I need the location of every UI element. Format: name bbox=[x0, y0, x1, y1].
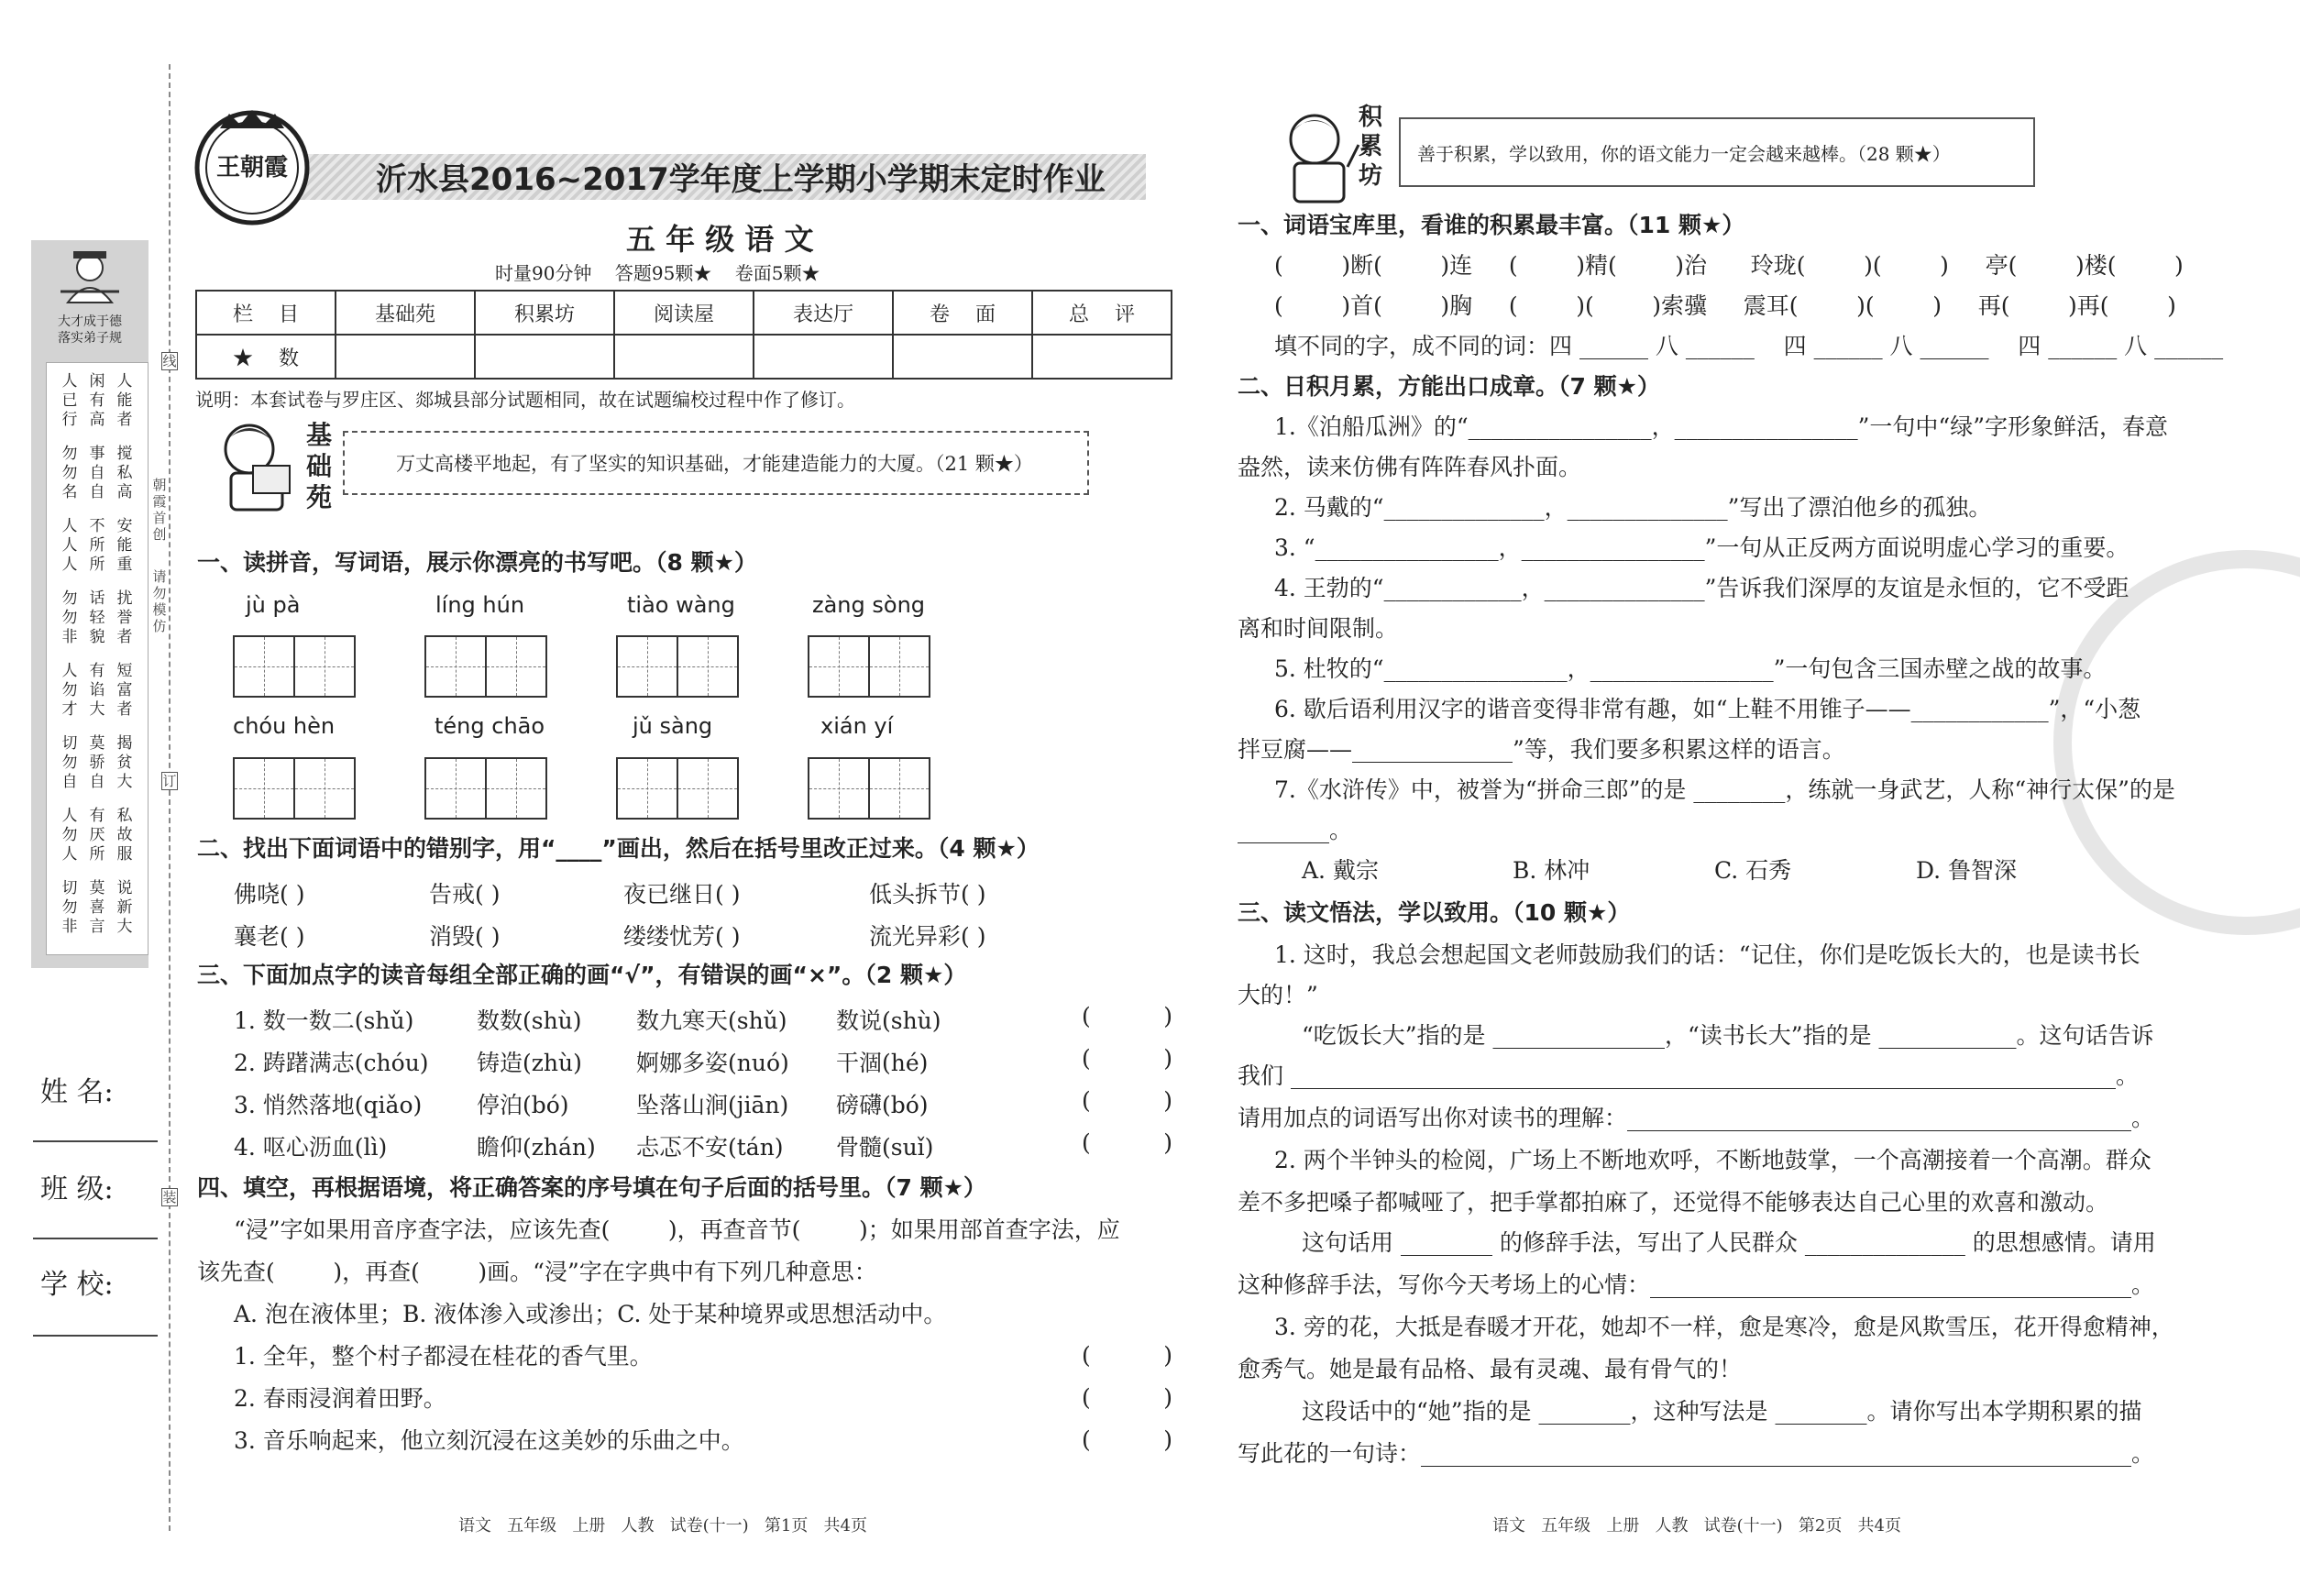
motto-column: 安能重 bbox=[116, 517, 133, 574]
q2-item: 消毁( ) bbox=[429, 923, 501, 950]
q3-item: 铸造(zhù) bbox=[477, 1050, 582, 1076]
q3-item: 瞻仰(zhán) bbox=[477, 1134, 596, 1161]
r2-line: 1.《泊船瓜洲》的“________________，________________”一句中“绿”字形象鲜活，春意 bbox=[1274, 413, 2168, 440]
score-header: 卷 面 bbox=[893, 291, 1032, 335]
pinyin: chóu hèn bbox=[233, 713, 336, 739]
name-label: 姓 名: bbox=[40, 1076, 114, 1108]
banner-text: 善于积累，学以致用，你的语文能力一定会越来越棒。（28 颗★） bbox=[1417, 143, 1951, 165]
q4-item: 1. 全年，整个村子都浸在桂花的香气里。 bbox=[234, 1343, 653, 1370]
r3-line: 1. 这时，我总会想起国文老师鼓励我们的话：“记住，你们是吃饭长大的，也是读书长 bbox=[1274, 941, 2140, 968]
answer-blank[interactable]: ( ) bbox=[1082, 1003, 1172, 1029]
answer-blank[interactable]: ( ) bbox=[1082, 1384, 1172, 1411]
r3-title: 三、读文悟法，学以致用。（10 颗★） bbox=[1238, 899, 1631, 926]
exam-meta: 时量90分钟 答题95颗★ 卷面5颗★ bbox=[495, 262, 820, 284]
q1-title: 一、读拼音，写词语，展示你漂亮的书写吧。（8 颗★） bbox=[197, 549, 758, 576]
motto-box bbox=[46, 362, 149, 955]
pinyin: zàng sòng bbox=[812, 592, 926, 618]
exam-title: 沂水县2016~2017学年度上学期小学期末定时作业 bbox=[376, 161, 1106, 198]
r2-line: 6. 歇后语利用汉字的谐音变得非常有趣，如“上鞋不用锥子——____________”，“小葱 bbox=[1274, 696, 2141, 722]
q4-line: A. 泡在液体里；B. 液体渗入或渗出；C. 处于某种境界或思想活动中。 bbox=[234, 1301, 947, 1327]
banner-jichuyuan bbox=[343, 431, 1089, 495]
watermark-seal bbox=[2053, 550, 2300, 935]
r2-option[interactable]: B. 林冲 bbox=[1513, 857, 1590, 884]
r3-line: 这种修辞手法，写你今天考场上的心情：__________________________________________。 bbox=[1238, 1271, 2155, 1298]
cut-mark-xian: 线 bbox=[162, 353, 177, 369]
banner-jileifang bbox=[1399, 117, 2035, 187]
name-field[interactable] bbox=[33, 1140, 158, 1142]
r2-option[interactable]: A. 戴宗 bbox=[1302, 857, 1379, 884]
q2-item: 佛哓( ) bbox=[234, 881, 305, 908]
pinyin: líng hún bbox=[435, 592, 525, 618]
writing-grid[interactable] bbox=[233, 757, 356, 820]
r1-title: 一、词语宝库里，看谁的积累最丰富。（11 颗★） bbox=[1238, 212, 1745, 238]
writing-grid[interactable] bbox=[616, 635, 739, 698]
score-table bbox=[195, 290, 1172, 380]
q4-line: 该先查( )，再查( )画。“浸”字在字典中有下列几种意思： bbox=[197, 1259, 877, 1285]
r3-line: 3. 旁的花，大抵是春暖才开花，她却不一样，愈是寒冷，愈是风欺雪压，花开得愈精神， bbox=[1274, 1314, 2174, 1340]
writing-grid[interactable] bbox=[808, 635, 930, 698]
motto-column: 有厌所 bbox=[89, 807, 105, 864]
score-header: 表达厅 bbox=[754, 291, 893, 335]
q3-title: 三、下面加点字的读音每组全部正确的画“√”，有错误的画“×”。（2 颗★） bbox=[197, 962, 967, 988]
q3-item: 数数(shù) bbox=[477, 1007, 582, 1034]
r2-line: 拌豆腐——______________”等，我们要多积累这样的语言。 bbox=[1238, 736, 1845, 763]
q2-item: 告戒( ) bbox=[429, 881, 501, 908]
score-cell[interactable] bbox=[475, 335, 614, 379]
r1-line: 填不同的字，成不同的词：四 ______ 八 ______ 四 ______ 八 ______ 四 ______ 八 ______ bbox=[1274, 333, 2224, 359]
writing-grid[interactable] bbox=[233, 635, 356, 698]
pinyin: jù pà bbox=[246, 592, 301, 618]
score-cell[interactable] bbox=[614, 335, 754, 379]
q3-item: 数九寒天(shǔ) bbox=[636, 1007, 787, 1034]
section-label-jichuyuan: 基础苑 bbox=[306, 420, 333, 512]
pinyin: xián yí bbox=[820, 713, 894, 739]
class-field[interactable] bbox=[33, 1238, 158, 1239]
cut-mark-zhuang: 装 bbox=[162, 1189, 177, 1205]
answer-blank[interactable]: ( ) bbox=[1082, 1087, 1172, 1114]
school-field[interactable] bbox=[33, 1335, 158, 1337]
q4-line: “浸”字如果用音序查字法，应该先查( )，再查音节( )；如果用部首查字法，应 bbox=[234, 1216, 1120, 1243]
score-row-label: ★ 数 bbox=[196, 335, 336, 379]
score-header: 总 评 bbox=[1032, 291, 1172, 335]
answer-blank[interactable]: ( ) bbox=[1082, 1426, 1172, 1453]
scholar-icon bbox=[51, 246, 128, 304]
r3-line: 写此花的一句诗：______________________________________________________________。 bbox=[1238, 1440, 2155, 1467]
q3-item: 3. 悄然落地(qiǎo) bbox=[234, 1092, 423, 1118]
score-header: 阅读屋 bbox=[614, 291, 754, 335]
student-reading-icon bbox=[207, 414, 299, 515]
q4-item: 3. 音乐响起来，他立刻沉浸在这美妙的乐曲之中。 bbox=[234, 1427, 744, 1454]
motto-column: 勿勿名 bbox=[61, 445, 78, 501]
r3-line: “吃饭长大”指的是 _______________，“读书长大”指的是 ____________。这句话告诉 bbox=[1302, 1022, 2154, 1049]
subject-title: 五 年 级 语 文 bbox=[626, 222, 814, 257]
section-label-jileifang: 积累坊 bbox=[1359, 104, 1383, 190]
side-label-2: 请勿模仿 bbox=[152, 568, 167, 634]
writing-grid[interactable] bbox=[616, 757, 739, 820]
motto-column: 话轻貌 bbox=[89, 589, 105, 646]
r2-option[interactable]: C. 石秀 bbox=[1714, 857, 1792, 884]
motto-column: 搅私高 bbox=[116, 445, 133, 501]
cut-mark-ding: 订 bbox=[162, 773, 177, 789]
q3-item: 婀娜多姿(nuó) bbox=[636, 1050, 789, 1076]
r2-line: 7.《水浒传》中，被誉为“拼命三郎”的是 ________，练就一身武艺，人称“神行太保”的是 bbox=[1274, 776, 2175, 803]
motto-column: 揭贫大 bbox=[116, 734, 133, 791]
motto-column: 私故服 bbox=[116, 807, 133, 864]
q2-item: 襄老( ) bbox=[234, 923, 305, 950]
score-cell[interactable] bbox=[893, 335, 1032, 379]
motto-column: 切勿非 bbox=[61, 879, 78, 936]
r2-title: 二、日积月累，方能出口成章。（7 颗★） bbox=[1238, 373, 1661, 400]
motto-column: 人勿才 bbox=[61, 662, 78, 719]
motto-column: 有谄大 bbox=[89, 662, 105, 719]
motto-column: 人已行 bbox=[61, 372, 78, 429]
student-thinking-icon bbox=[1274, 103, 1366, 205]
q2-title: 二、找出下面词语中的错别字，用“____”画出，然后在括号里改正过来。（4 颗★） bbox=[197, 835, 1040, 862]
pinyin: jǔ sàng bbox=[633, 713, 713, 739]
motto-header: 大才成于德 落实弟子规 bbox=[58, 314, 122, 346]
r3-line: 请用加点的词语写出你对读书的理解：____________________________________________。 bbox=[1238, 1105, 2155, 1131]
q3-item: 坠落山涧(jiān) bbox=[636, 1092, 789, 1118]
r3-line: 这句话用 ________ 的修辞手法，写出了人民群众 ______________ 的思想感情。请用 bbox=[1302, 1229, 2156, 1256]
r2-line: ________。 bbox=[1238, 817, 1353, 843]
q2-item: 夜已继日( ) bbox=[623, 881, 741, 908]
r2-line: 4. 王勃的“____________，______________”告诉我们深厚的友谊是永恒的，它不受距 bbox=[1274, 575, 2129, 601]
motto-column: 事自自 bbox=[89, 445, 105, 501]
score-cell[interactable] bbox=[754, 335, 893, 379]
q4-item: 2. 春雨浸润着田野。 bbox=[234, 1385, 446, 1412]
q2-item: 低头拆节( ) bbox=[869, 881, 986, 908]
r2-line: 3. “________________，________________”一句从正反两方面说明虚心学习的重要。 bbox=[1274, 534, 2129, 561]
motto-column: 扰誉者 bbox=[116, 589, 133, 646]
q3-item: 2. 踌躇满志(chóu) bbox=[234, 1050, 429, 1076]
writing-grid[interactable] bbox=[424, 635, 547, 698]
r3-line: 我们 ________________________________________________________________________。 bbox=[1238, 1062, 2139, 1089]
q4-title: 四、填空，再根据语境，将正确答案的序号填在句子后面的括号里。（7 颗★） bbox=[197, 1174, 987, 1201]
q3-item: 4. 呕心沥血(lì) bbox=[234, 1134, 388, 1161]
logo-text: 王朝霞 bbox=[215, 154, 288, 182]
answer-blank[interactable]: ( ) bbox=[1082, 1045, 1172, 1072]
answer-blank[interactable]: ( ) bbox=[1082, 1129, 1172, 1156]
score-header: 积累坊 bbox=[475, 291, 614, 335]
q3-item: 骨髓(suǐ) bbox=[836, 1134, 934, 1161]
side-label-1: 朝霞首创 bbox=[152, 477, 167, 543]
r3-line: 愈秀气。她是最有品格、最有灵魂、最有骨气的！ bbox=[1238, 1356, 1743, 1382]
motto-column: 勿勿非 bbox=[61, 589, 78, 646]
banner-text: 万丈高楼平地起，有了坚实的知识基础，才能建造能力的大厦。（21 颗★） bbox=[396, 453, 1033, 475]
footer-right: 语文 五年级 上册 人教 试卷(十一) 第2页 共4页 bbox=[1492, 1516, 1901, 1535]
motto-column: 短富者 bbox=[116, 662, 133, 719]
r2-line: 2. 马戴的“______________，______________”写出了漂泊他乡的孤独。 bbox=[1274, 494, 1992, 521]
r2-line: 离和时间限制。 bbox=[1238, 615, 1399, 642]
motto-column: 莫喜言 bbox=[89, 879, 105, 936]
writing-grid[interactable] bbox=[424, 757, 547, 820]
note-text: 说明：本套试卷与罗庄区、郯城县部分试题相同，故在试题编校过程中作了修订。 bbox=[195, 389, 855, 411]
r2-option[interactable]: D. 鲁智深 bbox=[1916, 857, 2018, 884]
r1-line: ( )首( )胸 ( )( )索骥 震耳( )( ) 再( )再( ) bbox=[1274, 292, 2176, 319]
school-label: 学 校: bbox=[40, 1269, 114, 1301]
score-header: 栏 目 bbox=[196, 291, 336, 335]
motto-column: 人人人 bbox=[61, 517, 78, 574]
motto-column: 人勿人 bbox=[61, 807, 78, 864]
q3-item: 干涸(hé) bbox=[836, 1050, 929, 1076]
motto-column: 闲有高 bbox=[89, 372, 105, 429]
class-label: 班 级: bbox=[40, 1173, 114, 1205]
answer-blank[interactable]: ( ) bbox=[1082, 1342, 1172, 1369]
r2-line: 盎然，读来仿佛有阵阵春风扑面。 bbox=[1238, 454, 1582, 480]
q3-item: 磅礴(bó) bbox=[836, 1092, 929, 1118]
binding-line bbox=[169, 64, 171, 1531]
score-cell[interactable] bbox=[1032, 335, 1172, 379]
motto-column: 不所所 bbox=[89, 517, 105, 574]
writing-grid[interactable] bbox=[808, 757, 930, 820]
q3-item: 停泊(bó) bbox=[477, 1092, 569, 1118]
r2-line: 5. 杜牧的“________________，________________”一句包含三国赤壁之战的故事。 bbox=[1274, 655, 2107, 682]
pinyin: téng chāo bbox=[435, 713, 545, 739]
r3-line: 大的！” bbox=[1238, 982, 1318, 1008]
q3-item: 数说(shù) bbox=[836, 1007, 941, 1034]
score-cell[interactable] bbox=[336, 335, 475, 379]
q2-item: 流光异彩( ) bbox=[869, 923, 986, 950]
motto-column: 说新大 bbox=[116, 879, 133, 936]
pinyin: tiào wàng bbox=[627, 592, 735, 618]
q3-item: 1. 数一数二(shǔ) bbox=[234, 1007, 414, 1034]
motto-column: 切勿自 bbox=[61, 734, 78, 791]
r3-line: 2. 两个半钟头的检阅，广场上不断地欢呼，不断地鼓掌，一个高潮接着一个高潮。群众 bbox=[1274, 1147, 2151, 1173]
r1-line: ( )断( )连 ( )精( )治 玲珑( )( ) 亭( )楼( ) bbox=[1274, 252, 2184, 279]
r3-line: 差不多把嗓子都喊哑了，把手掌都拍麻了，还觉得不能够表达自己心里的欢喜和激动。 bbox=[1238, 1189, 2109, 1216]
q3-item: 忐忑不安(tán) bbox=[636, 1134, 784, 1161]
motto-column: 莫骄自 bbox=[89, 734, 105, 791]
r3-line: 这段话中的“她”指的是 ________，这种写法是 ________。请你写出本学期积累的描 bbox=[1302, 1398, 2142, 1425]
footer-left: 语文 五年级 上册 人教 试卷(十一) 第1页 共4页 bbox=[458, 1516, 867, 1535]
motto-column: 人能者 bbox=[116, 372, 133, 429]
q2-item: 缕缕忧芳( ) bbox=[623, 923, 741, 950]
score-header: 基础苑 bbox=[336, 291, 475, 335]
